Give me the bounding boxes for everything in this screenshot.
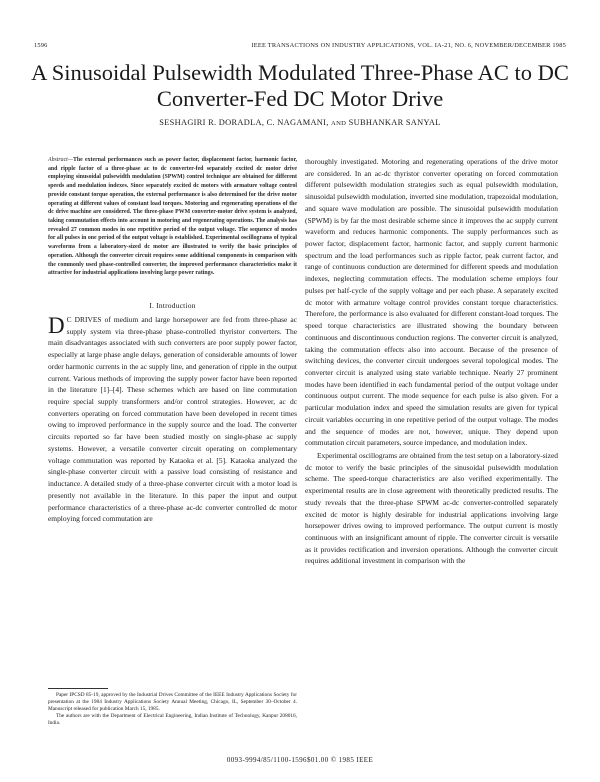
introduction-paragraph [48,314,297,525]
introduction-text: C DRIVES of medium and large horsepower are fed from three-phase ac supply system via three-phase phase-controlled thyristor converters. The main disadvantages associated with such converters are poor supply power factor, especially at large phase angle delays, generation of considerable amounts of lower order harmonic currents in the ac supply line, and generation of ripple in the output current. Various methods of improving the supply power factor have been reported in the literature [1]–[4]. These schemes which are based on line commutation require special supply transformers and/or control strategies. However, ac dc converters operating on forced commutation have been developed in recent times owing to improved performance in the supply source and the load. The converter circuits reported so far have been studied mostly on single-phase ac supply systems. However, a versatile converter circuit operating on complementary voltage commutation was reported by Kataoka et al. [5]. Kataoka analyzed the single-phase converter circuit with a passive load consisting of resistance and inductance. A detailed study of a three-phase converter circuit with a motor load is presently not available in the literature. In this paper the input and output performance characteristics of a three-phase ac-dc converter controlled dc motor employing forced commutation are [48,315,297,524]
abstract [48,156,297,278]
footnote-paragraph: The authors are with the Department of Electrical Engineering, Indian Institute of Technology, Kanpur 208016, India. [48,712,297,726]
footnote-paragraph: Paper IPCSD 85-19, approved by the Industrial Drives Committee of the IEEE Industry Applications Society for presentation at the 1984 Industry Applications Society Annual Meeting, Chicago, IL, September 30–October 4. Manuscript released for publication March 15, 1985. [48,692,297,712]
abstract-lead: Abstract— [48,157,73,163]
page-number: 1596 [34,42,48,49]
drop-cap: D [48,313,65,338]
running-header [34,42,566,54]
footnote-rule [48,688,108,689]
journal-reference: IEEE TRANSACTIONS ON INDUSTRY APPLICATIONS, VOL. IA-21, NO. 6, NOVEMBER/DECEMBER 1985 [251,42,566,49]
section-heading: I. Introduction [149,301,196,310]
abstract-text: The external performances such as power factor, displacement factor, harmonic factor, and ripple factor of a three-phase ac to dc converter-fed separately excited dc motor drive employing sinusoidal pulsewidth modulation (SPWM) control technique are obtained for different speeds and modulation indexes. Since separately excited dc motors with armature voltage control provide constant torque operation, the external performance is also determined for the drive motor operating at different values of constant load torques. Motoring and regenerating operations of the dc drive machine are considered. The three-phase PWM converter-motor drive system is analyzed, taking commutation effects into account in motoring and regenerating operations. The analysis has revealed 27 common modes in one repetitive period of the output voltage. The sequence of modes for all pulses in one period of the output voltage is established. Experimental oscillograms of typical waveforms from a laboratory-sized dc motor are illustrated to verify the basic principles of operation. Although the converter circuit requires some additional components in comparison with the commonly used phase-controlled converter, the improved performance characteristics make it attractive for industrial applications involving large power ratings. [48,157,297,277]
right-column [305,156,558,567]
body-paragraph: Experimental oscillograms are obtained from the test setup on a laboratory-sized dc motor to verify the basic principles of the sinusoidal pulsewidth modulation scheme. The speed-torque characteristics are also verified experimentally. The experimental results are in close agreement with theoretically predicted results. The study reveals that the three-phase SPWM ac-dc converter-controlled separately excited dc motor is highly desirable for industrial applications involving large horsepower drives owing to improved performance. The output current is mostly continuous with an insignificant amount of ripple. The converter circuit is versatile as it provides rectification and inversion operations. Although the converter circuit requires additional investment in comparison with the [305,450,558,566]
author-names: SESHAGIRI R. DORADLA, C. NAGAMANI, [159,118,329,127]
author-conjunction: AND [331,120,347,127]
body-paragraph: thoroughly investigated. Motoring and regenerating operations of the drive motor are considered. In an ac-dc thyristor converter operating on forced commutation different pulsewidth modulation strategies such as equal pulsewidth modulation, sinusoidal pulsewidth modulation, inverted sine modulation, trapezoidal modulation, and square wave modulation are possible. The sinusoidal pulsewidth modulation (SPWM) is by far the most desirable scheme since it improves the ac supply current waveform and reduces harmonic components. The supply performances such as power factor, displacement factor, harmonic factor, and supply current harmonic spectrum and the load performances such as ripple factor, peak current factor, and range of continuous conduction are determined for different speeds and modulation indexes, neglecting commutation effects. The modulation scheme employs four pulses per half-cycle of the supply voltage and per each phase. A separately excited dc motor with armature voltage control provides constant torque characteristics. Therefore, the performance is also evaluated for different constant-load torques. The speed torque characteristics are illustrated showing the boundary between continuous and discontinuous conduction regions. The converter circuit is analyzed, taking the commutation effects also into account. Because of the presence of switching devices, the converter circuit undergoes several topological modes. The converter circuit is analyzed using state variable technique. Nearly 27 prominent modes have been identified in each fundamental period of the output voltage under continuous output current. The mode sequence for each pulse is also given. For a particular modulation index and speed the simulation results are given for typical circuit variables occurring in one repetitive period of the output voltage. The modes and the sequence of modes are not, however, unique. They depend upon commutation circuit parameters, source impedance, and modulation index. [305,157,558,448]
paper-title: A Sinusoidal Pulsewidth Modulated Three-Phase AC to DC Converter-Fed DC Motor Drive [31,60,569,111]
author-line [30,118,570,127]
footnote [48,692,297,727]
copyright-line: 0093-9994/85/1100-1596$01.00 © 1985 IEEE [226,756,374,764]
author-last: SUBHANKAR SANYAL [348,118,441,127]
